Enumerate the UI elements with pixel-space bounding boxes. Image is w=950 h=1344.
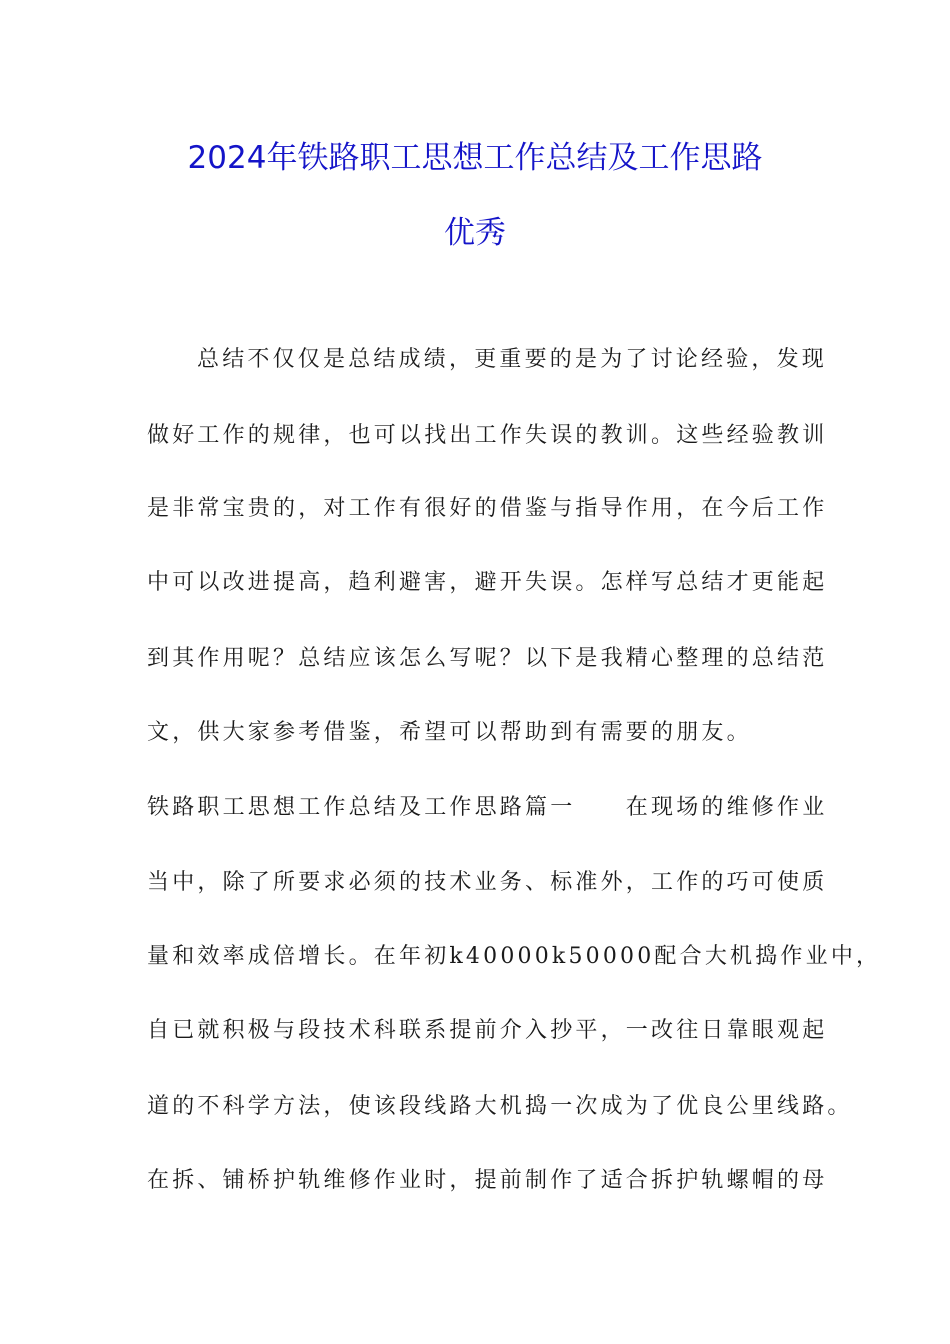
- paragraph-line: 自已就积极与段技术科联系提前介入抄平，一改往日靠眼观起: [147, 1018, 828, 1043]
- paragraph-line: 量和效率成倍增长。在年初k40000k50000配合大机捣作业中，: [147, 944, 882, 969]
- paragraph-line: 中可以改进提高，趋利避害，避开失误。怎样写总结才更能起: [147, 570, 828, 595]
- document-title-line-1: 2024年铁路职工思想工作总结及工作思路: [187, 140, 763, 176]
- document-title-line-2: 优秀: [444, 215, 506, 251]
- paragraph-line: 当中，除了所要求必须的技术业务、标准外，工作的巧可使质: [147, 870, 828, 895]
- paragraph-line: 做好工作的规律，也可以找出工作失误的教训。这些经验教训: [147, 423, 828, 448]
- paragraph-line: 在拆、铺桥护轨维修作业时，提前制作了适合拆护轨螺帽的母: [147, 1168, 828, 1193]
- paragraph-line: 文，供大家参考借鉴，希望可以帮助到有需要的朋友。: [147, 720, 752, 745]
- paragraph-line: 总结不仅仅是总结成绩，更重要的是为了讨论经验，发现: [197, 347, 828, 372]
- section-heading-line: 铁路职工思想工作总结及工作思路篇一 在现场的维修作业: [147, 795, 828, 820]
- paragraph-line: 道的不科学方法，使该段线路大机捣一次成为了优良公里线路。: [147, 1094, 853, 1119]
- paragraph-line: 到其作用呢？总结应该怎么写呢？以下是我精心整理的总结范: [147, 646, 828, 671]
- paragraph-line: 是非常宝贵的，对工作有很好的借鉴与指导作用，在今后工作: [147, 496, 828, 521]
